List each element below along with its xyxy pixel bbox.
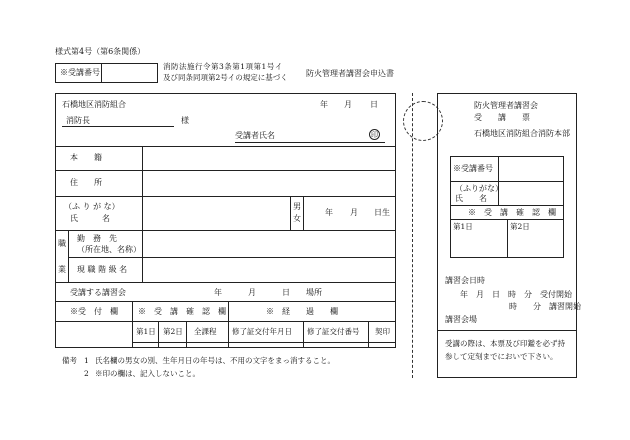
stamp-column: 契印 <box>375 327 390 336</box>
cert-date-column: 修了証交付年月日 <box>232 327 292 336</box>
seal-mark: 印 <box>371 130 378 139</box>
attendance-confirm-label: ※ 受 講 確 認 欄 <box>138 307 226 316</box>
receipt-label: ※受 付 欄 <box>70 307 118 316</box>
name-label: 氏 名 <box>70 214 110 223</box>
workplace-sublabel: （所在地、名称） <box>77 245 141 254</box>
day1-column: 第1日 <box>136 327 156 336</box>
all-days-column: 全課程 <box>194 327 217 336</box>
form-number: 様式第4号（第6条関係） <box>55 47 146 56</box>
note-2: ※印の欄は、記入しないこと。 <box>95 369 200 378</box>
organization-name: 石橋地区消防組合 <box>62 100 126 109</box>
legal-basis-line1: 消防法施行令第3条第1項第1号イ <box>163 62 283 71</box>
ticket-reception-label: ※受講番号 <box>453 164 493 173</box>
applicant-name-label: 受講者氏名 <box>235 131 275 140</box>
reception-number-label: ※受講番号 <box>60 68 100 77</box>
progress-label: ※ 経 過 欄 <box>266 307 338 316</box>
ticket-day1: 第1日 <box>453 222 473 231</box>
reception-number-box <box>55 63 158 83</box>
note-2-number: 2 <box>84 369 89 378</box>
fire-chief-label: 消防長 <box>66 116 90 125</box>
application-date-day: 日 <box>370 100 378 109</box>
furigana-label: （ふ り が な） <box>64 202 120 211</box>
note-1: 氏名欄の男女の別、生年月日の年号は、不用の文字をまっ消すること。 <box>95 356 335 365</box>
workplace-label: 勤 務 先 <box>77 234 117 243</box>
course-year-label: 年 <box>214 288 222 297</box>
course-month-label: 月 <box>248 288 256 297</box>
ticket-day2: 第2日 <box>510 222 530 231</box>
application-date-month: 月 <box>344 100 352 109</box>
schedule-reception: 年 月 日 時 分 受付開始 <box>460 290 572 299</box>
birth-year-label: 年 <box>325 208 333 217</box>
male-label: 男 <box>293 202 301 211</box>
course-label: 受講する講習会 <box>70 288 126 297</box>
birth-day-label: 日生 <box>374 208 390 217</box>
legal-basis-line2: 及び同条同項第2号イの規定に基づく <box>163 73 288 82</box>
ticket-notice-line2: 参して定刻までにおいで下さい。 <box>445 352 558 361</box>
venue-label: 講習会場 <box>445 315 477 324</box>
female-label: 女 <box>293 214 301 223</box>
ticket-confirm-label: ※ 受 講 確 認 欄 <box>468 208 556 217</box>
position-label: 現 職 階 級 名 <box>77 265 128 274</box>
honorific-label: 様 <box>181 116 189 125</box>
application-date-year: 年 <box>320 100 328 109</box>
note-1-number: 1 <box>84 356 89 365</box>
schedule-start: 時 分 講習開始 <box>509 302 581 311</box>
ticket-name-label: 氏 名 <box>455 194 487 203</box>
form-title: 防火管理者講習会申込書 <box>306 69 394 78</box>
day2-column: 第2日 <box>163 327 183 336</box>
ticket-subtitle: 受 講 票 <box>474 113 530 122</box>
cert-number-column: 修了証交付番号 <box>307 327 360 336</box>
course-day-label: 日 <box>282 288 290 297</box>
ticket-issuer: 石橋地区消防組合消防本部 <box>474 129 570 138</box>
address-label: 住 所 <box>70 178 102 187</box>
ticket-furigana-label: （ふりがな） <box>455 184 503 193</box>
occupation-label-bottom: 業 <box>58 265 66 274</box>
occupation-label-top: 職 <box>58 239 66 248</box>
notes-heading: 備考 <box>62 356 77 365</box>
domicile-label: 本 籍 <box>70 153 102 162</box>
ticket-title: 防火管理者講習会 <box>474 101 538 110</box>
course-place-label: 場所 <box>306 288 322 297</box>
birth-month-label: 月 <box>350 208 358 217</box>
schedule-label: 講習会日時 <box>445 276 485 285</box>
ticket-notice-line1: 受講の際は、本票及び印鑑を必ず持 <box>445 339 565 348</box>
